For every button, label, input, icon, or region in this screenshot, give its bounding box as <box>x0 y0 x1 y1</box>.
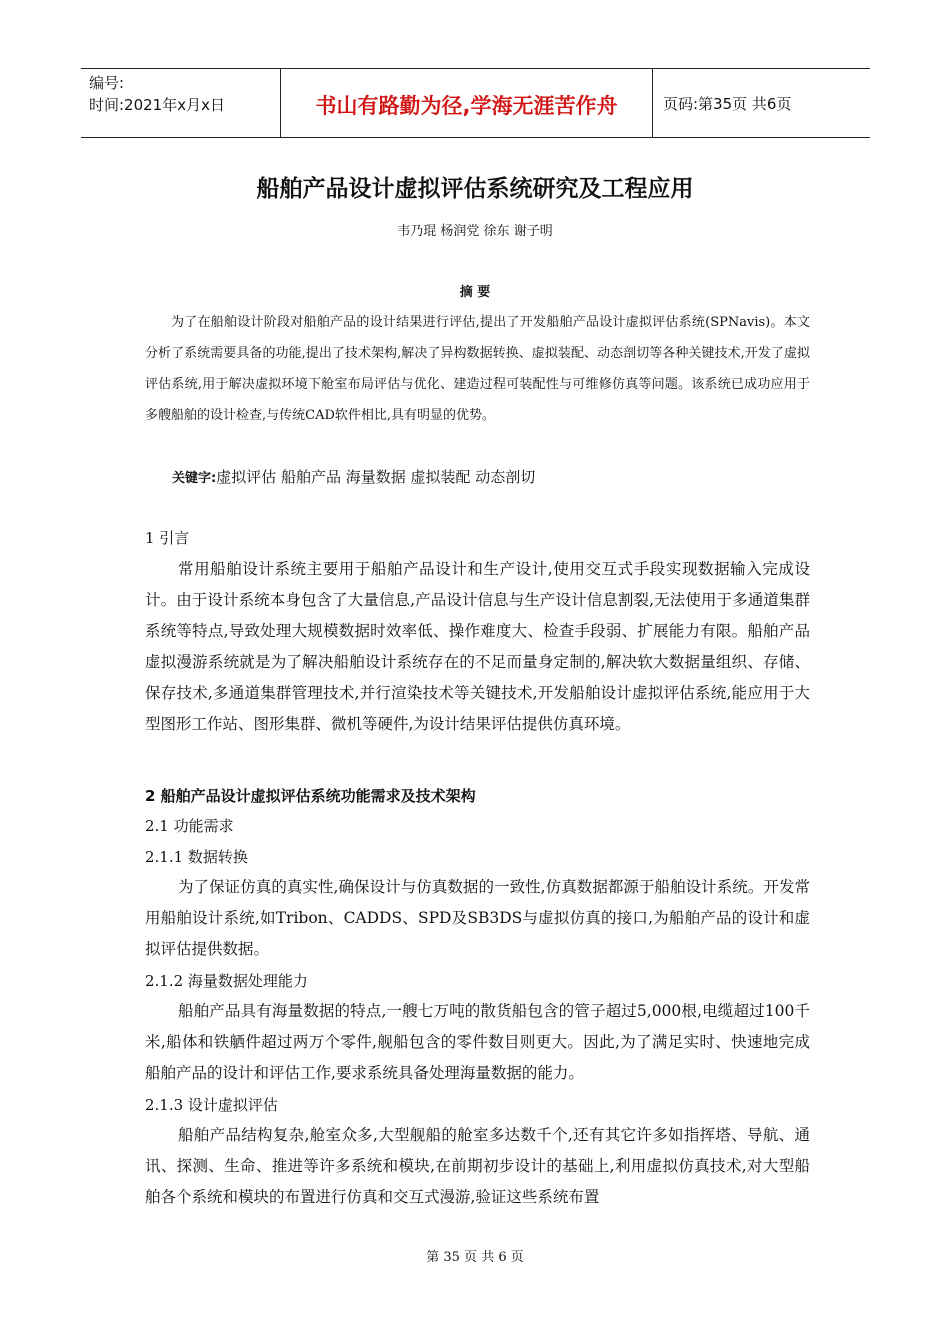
header-table <box>81 68 870 138</box>
section-2-1-1-paragraph: 为了保证仿真的真实性,确保设计与仿真数据的一致性,仿真数据都源于船舶设计系统。开发常用船舶设计系统,如Tribon、CADDS、SPD及SB3DS与虚拟仿真的接口,为船舶产品的设计和虚拟评估提供数据。 <box>145 878 810 958</box>
keywords-line <box>172 466 535 487</box>
section-2-1-3-heading: 2.1.3 设计虚拟评估 <box>145 1096 278 1114</box>
paper-authors: 韦乃琨 杨润党 徐东 谢子明 <box>397 224 553 239</box>
keywords-label: 关键字: <box>172 471 217 486</box>
abstract-body: 为了在船舶设计阶段对船舶产品的设计结果进行评估,提出了开发船舶产品设计虚拟评估系统(SPNavis)。本文分析了系统需要具备的功能,提出了技术架构,解决了异构数据转换、虚拟装配、动态剖切等各种关键技术,开发了虚拟评估系统,用于解决虚拟环境下舱室布局评估与优化、建造过程可装配性与可维修仿真等问题。该系统已成功应用于多艘船舶的设计检查,与传统CAD软件相比,具有明显的优势。 <box>145 315 810 423</box>
section-2-heading: 2 船舶产品设计虚拟评估系统功能需求及技术架构 <box>145 787 476 805</box>
abstract-heading: 摘 要 <box>459 285 491 300</box>
header-meta <box>81 69 280 137</box>
document-time-label: 时间:2021年x月x日 <box>89 96 225 114</box>
page-footer: 第 35 页 共 6 页 <box>426 1250 524 1265</box>
section-1-heading: 1 引言 <box>145 529 190 547</box>
section-1-paragraph: 常用船舶设计系统主要用于船舶产品设计和生产设计,使用交互式手段实现数据输入完成设计。由于设计系统本身包含了大量信息,产品设计信息与生产设计信息割裂,无法使用于多通道集群系统等特点,导致处理大规模数据时效率低、操作难度大、检查手段弱、扩展能力有限。船舶产品虚拟漫游系统就是为了解决船舶设计系统存在的不足而量身定制的,解决软大数据量组织、存储、保存技术,多通道集群管理技术,并行渲染技术等关键技术,开发船舶设计虚拟评估系统,能应用于大型图形工作站、图形集群、微机等硬件,为设计结果评估提供仿真环境。 <box>145 560 810 733</box>
header-page-info: 页码:第35页 共6页 <box>663 94 792 113</box>
section-2-1-2-paragraph: 船舶产品具有海量数据的特点,一艘七万吨的散货船包含的管子超过5,000根,电缆超过100千米,船体和铁舾件超过两万个零件,舰船包含的零件数目则更大。因此,为了满足实时、快速地完成船舶产品的设计和评估工作,要求系统具备处理海量数据的能力。 <box>145 1002 810 1082</box>
keywords-items: 虚拟评估 船舶产品 海量数据 虚拟装配 动态剖切 <box>216 468 536 486</box>
section-2-1-3-paragraph: 船舶产品结构复杂,舱室众多,大型舰船的舱室多达数千个,还有其它许多如指挥塔、导航、通讯、探测、生命、推进等许多系统和模块,在前期初步设计的基础上,利用虚拟仿真技术,对大型船舶各个系统和模块的布置进行仿真和交互式漫游,验证这些系统布置 <box>145 1126 810 1206</box>
section-2-1-1-heading: 2.1.1 数据转换 <box>145 848 248 866</box>
paper-title: 船舶产品设计虚拟评估系统研究及工程应用 <box>256 176 694 202</box>
section-2-1-2-heading: 2.1.2 海量数据处理能力 <box>145 972 308 990</box>
document-number-label: 编号: <box>89 74 125 92</box>
section-2-1-heading: 2.1 功能需求 <box>145 817 234 835</box>
header-motto: 书山有路勤为径,学海无涯苦作舟 <box>280 69 653 137</box>
